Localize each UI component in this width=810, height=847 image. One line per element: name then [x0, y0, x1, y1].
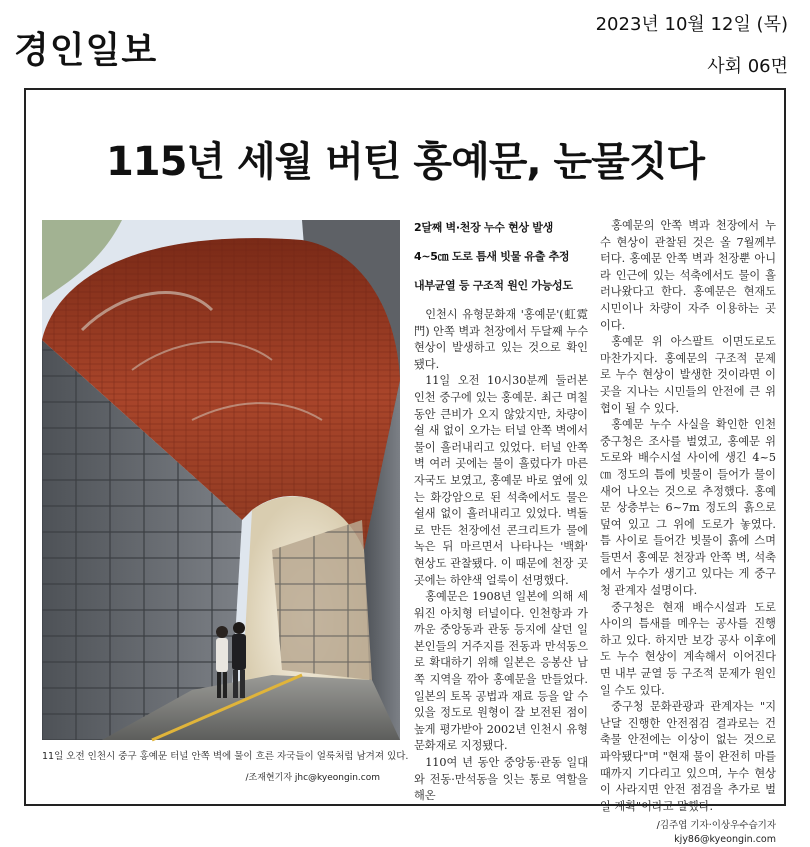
body-paragraph: 홍예문은 1908년 일본에 의해 세워진 아치형 터널이다. 인천항과 가까운 중앙동과 관동 등지에 살던 일본인들의 거주지를 전동과 만석동으로 확대하기 위해 일본은 응봉산 남쪽 지역을 깎아 홍예문을 만들었다. 일본의 토목 공법과 재료 등을 알 수 있을 정도로 원형이 잘 보전된 점이 높게 평가받아 2002년 인천시 유형문화재로 지정됐다.: [414, 590, 588, 753]
article-frame: [24, 88, 786, 846]
author-email: kjy86@kyeongin.com: [674, 834, 776, 846]
photo-caption: 11일 오전 인천시 중구 홍예문 터널 안쪽 벽에 물이 흐른 자국들이 얼룩처럼 남겨져 있다.: [42, 751, 409, 762]
body-paragraph: 중구청 문화관광과 관계자는 "지난달 진행한 안전점검 결과로는 건축물 안전에는 이상이 없는 것으로 파악됐다"며 "현재 물이 완전히 마를 때까지 기다리고 있으며, 누수 현상이 사라지면 안전 점검을 추가로 벌일 계획"이라고 말했다.: [600, 700, 776, 813]
body-paragraph: 11일 오전 10시30분께 둘러본 인천 중구에 있는 홍예문. 최근 며칠 동안 큰비가 오지 않았지만, 차량이 쉴 새 없이 오가는 터널 안쪽 벽에서 물이 흘러내리고 있었다. 터널 안쪽 벽 여러 곳에는 물이 흘렀다가 마른 자국도 보였고, 홍예문 바로 옆에 있는 화강암으로 된 석축에서도 물은 쉴새 없이 흘러내리고 있었다. 벽돌로 만든 천장에선 콘크리트가 물에 녹은 뒤 마르면서 나타나는 '백화' 현상도 관찰됐다. 이 때문에 천장 곳곳에는 하얀색 얼룩이 선명했다.: [414, 374, 588, 587]
subheads: [414, 220, 588, 293]
body-paragraph: 인천시 유형문화재 '홍예문'(虹霓門) 안쪽 벽과 천장에서 두달째 누수 현상이 발생하고 있는 것으로 확인됐다.: [414, 308, 588, 371]
article-column-1: [414, 218, 588, 805]
body-paragraph: 홍예문의 안쪽 벽과 천장에서 누수 현상이 관찰된 것은 올 7월께부터다. 홍예문 안쪽 벽과 천장뿐 아니라 인근에 있는 석축에서도 물이 흘러나왔다고 한다. 홍예문은 현재도 시민이나 차량이 자주 이용하는 곳이다.: [600, 219, 776, 332]
issue-date: 2023년 10월 12일 (목): [595, 14, 788, 35]
article-column-2: [600, 218, 776, 847]
masthead-logo: 경인일보: [14, 30, 158, 71]
photo-credit: /조재현기자 jhc@kyeongin.com: [245, 773, 380, 783]
body-paragraph: 홍예문 위 아스팔트 이면도로도 마찬가지다. 홍예문의 구조적 문제로 누수 현상이 발생한 것이라면 이곳을 지나는 시민들의 안전에 큰 위협이 될 수 있다.: [600, 335, 776, 415]
body-paragraph: 홍예문 누수 사실을 확인한 인천 중구청은 조사를 벌였고, 홍예문 위 도로와 배수시설 사이에 생긴 4~5㎝ 정도의 틈에 빗물이 들어가 물이 새어 나오는 것으로 추정했다. 홍예문 상층부는 6~7m 정도의 흙으로 덮여 있고 그 위에 도로가 놓였다. 틈 사이로 들어간 빗물이 흙에 스며들면서 홍예문 천장과 안쪽 벽, 석축에서 누수가 생기고 있다는 게 중구청 관계자 설명이다.: [600, 418, 776, 598]
subhead: 2달째 벽·천장 누수 현상 발생: [414, 221, 553, 234]
subhead: 4~5㎝ 도로 틈새 빗물 유출 추정: [414, 250, 570, 263]
body-paragraph: 중구청은 현재 배수시설과 도로 사이의 틈새를 메우는 공사를 진행하고 있다. 하지만 보강 공사 이후에도 누수 현상이 계속해서 이어진다면 내부 균열 등 구조적 문제가 원인일 수도 있다.: [600, 600, 776, 697]
subhead: 내부균열 등 구조적 원인 가능성도: [414, 279, 573, 292]
article-photo: [42, 220, 400, 740]
body-paragraph: 110여 년 동안 중앙동·관동 일대와 전동·만석동을 잇는 통로 역할을 해온: [414, 756, 588, 803]
headline: 115년 세월 버틴 홍예문, 눈물짓다: [105, 139, 705, 185]
tunnel-photo-illustration: [42, 220, 400, 740]
byline: /김주엽 기자·이상우수습기자: [656, 820, 776, 832]
section-page: 사회 06면: [707, 56, 788, 77]
